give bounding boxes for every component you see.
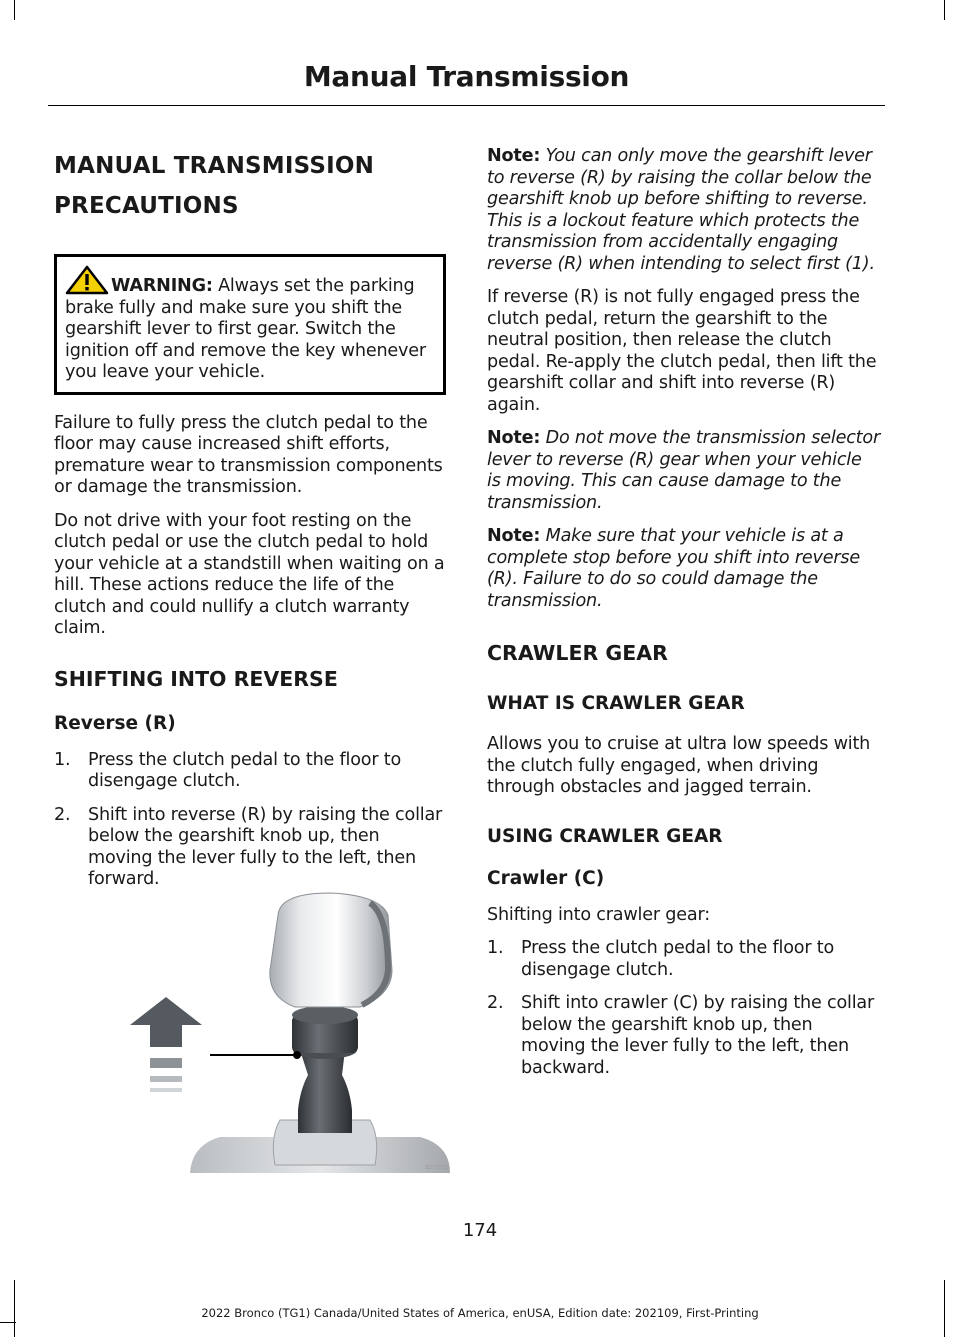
paragraph: Failure to fully press the clutch pedal to the floor may cause increased shift efforts, premature wear to transmission components or damage the transmission.: [54, 412, 443, 497]
note-label: Note:: [487, 428, 541, 448]
right-column: [487, 146, 880, 1091]
crop-mark-top-right: [944, 0, 945, 20]
subheading-reverse: Reverse (R): [54, 712, 176, 734]
section-title-precautions: MANUAL TRANSMISSION PRECAUTIONS: [54, 153, 375, 219]
warning-text: Always set the parking brake fully and make sure you shift the gearshift lever to first gear. Switch the ignition off and remove the key whenever you leave your vehicle.: [65, 276, 426, 382]
warning-paragraph: [65, 265, 435, 384]
note-text: You can only move the gearshift lever to reverse (R) by raising the collar below the gearshift knob up before shifting to reverse. This is a lockout feature which protects the transmission from accidentally engaging reverse (R) when intending to select first (1).: [487, 146, 875, 274]
warning-triangle-icon: [65, 265, 109, 295]
footer-edition-info: 2022 Bronco (TG1) Canada/United States of America, enUSA, Edition date: 202109, First-Printing: [201, 1306, 759, 1320]
page-number: 174: [462, 1220, 498, 1241]
paragraph: If reverse (R) is not fully engaged press the clutch pedal, return the gearshift to the neutral position, then release the clutch pedal. Re-apply the clutch pedal, then lift the gearshift collar and shift into reverse (R) again.: [487, 287, 877, 415]
crop-mark-bottom-left-h: [0, 1322, 16, 1323]
list-item: 1. Press the clutch pedal to the floor to disengage clutch.: [54, 749, 402, 791]
section-title-shifting-reverse: SHIFTING INTO REVERSE: [54, 666, 338, 691]
crop-mark-top-left: [14, 0, 15, 20]
subheading-crawler-c: Crawler (C): [487, 867, 605, 889]
left-column: [54, 146, 446, 903]
paragraph: Shifting into crawler gear:: [487, 904, 710, 925]
gearshift-figure: [130, 875, 450, 1173]
list-item: 2. Shift into crawler (C) by raising the collar below the gearshift knob up, then moving the lever fully to the left, then backward.: [487, 993, 875, 1078]
list-item: 2. Shift into reverse (R) by raising the collar below the gearshift knob up, then moving the lever fully to the left, then forward.: [54, 804, 443, 889]
warning-box: [54, 254, 446, 395]
note-label: Note:: [487, 146, 541, 166]
gearshift-knob-illustration: [130, 875, 450, 1173]
reverse-steps-list: [54, 750, 446, 891]
figure-id: E277012: [425, 1165, 448, 1171]
warning-label: WARNING:: [111, 276, 213, 296]
note-label: Note:: [487, 526, 541, 546]
note-text: Do not move the transmission selector lever to reverse (R) gear when your vehicle is moving. This can cause damage to the transmission.: [487, 428, 880, 513]
paragraph: Do not drive with your foot resting on the clutch pedal or use the clutch pedal to hold your vehicle at a standstill when waiting on a hill. These actions reduce the life of the clutch and could nullify a clutch warranty claim.: [54, 510, 445, 638]
section-title-crawler-gear: CRAWLER GEAR: [487, 641, 668, 665]
note-paragraph: [487, 146, 880, 275]
subheading-what-is-crawler: WHAT IS CRAWLER GEAR: [487, 693, 745, 714]
note-paragraph: [487, 526, 880, 612]
header-rule: [48, 105, 885, 106]
note-paragraph: [487, 428, 880, 514]
list-item: 1. Press the clutch pedal to the floor to disengage clutch.: [487, 938, 835, 980]
paragraph: Allows you to cruise at ultra low speeds with the clutch fully engaged, when driving through obstacles and jagged terrain.: [487, 734, 871, 797]
crawler-steps-list: [487, 938, 880, 1079]
page-header-title: Manual Transmission: [303, 60, 630, 93]
subheading-using-crawler: USING CRAWLER GEAR: [487, 825, 723, 847]
note-text: Make sure that your vehicle is at a complete stop before you shift into reverse (R). Failure to do so could damage the transmission.: [487, 526, 860, 611]
